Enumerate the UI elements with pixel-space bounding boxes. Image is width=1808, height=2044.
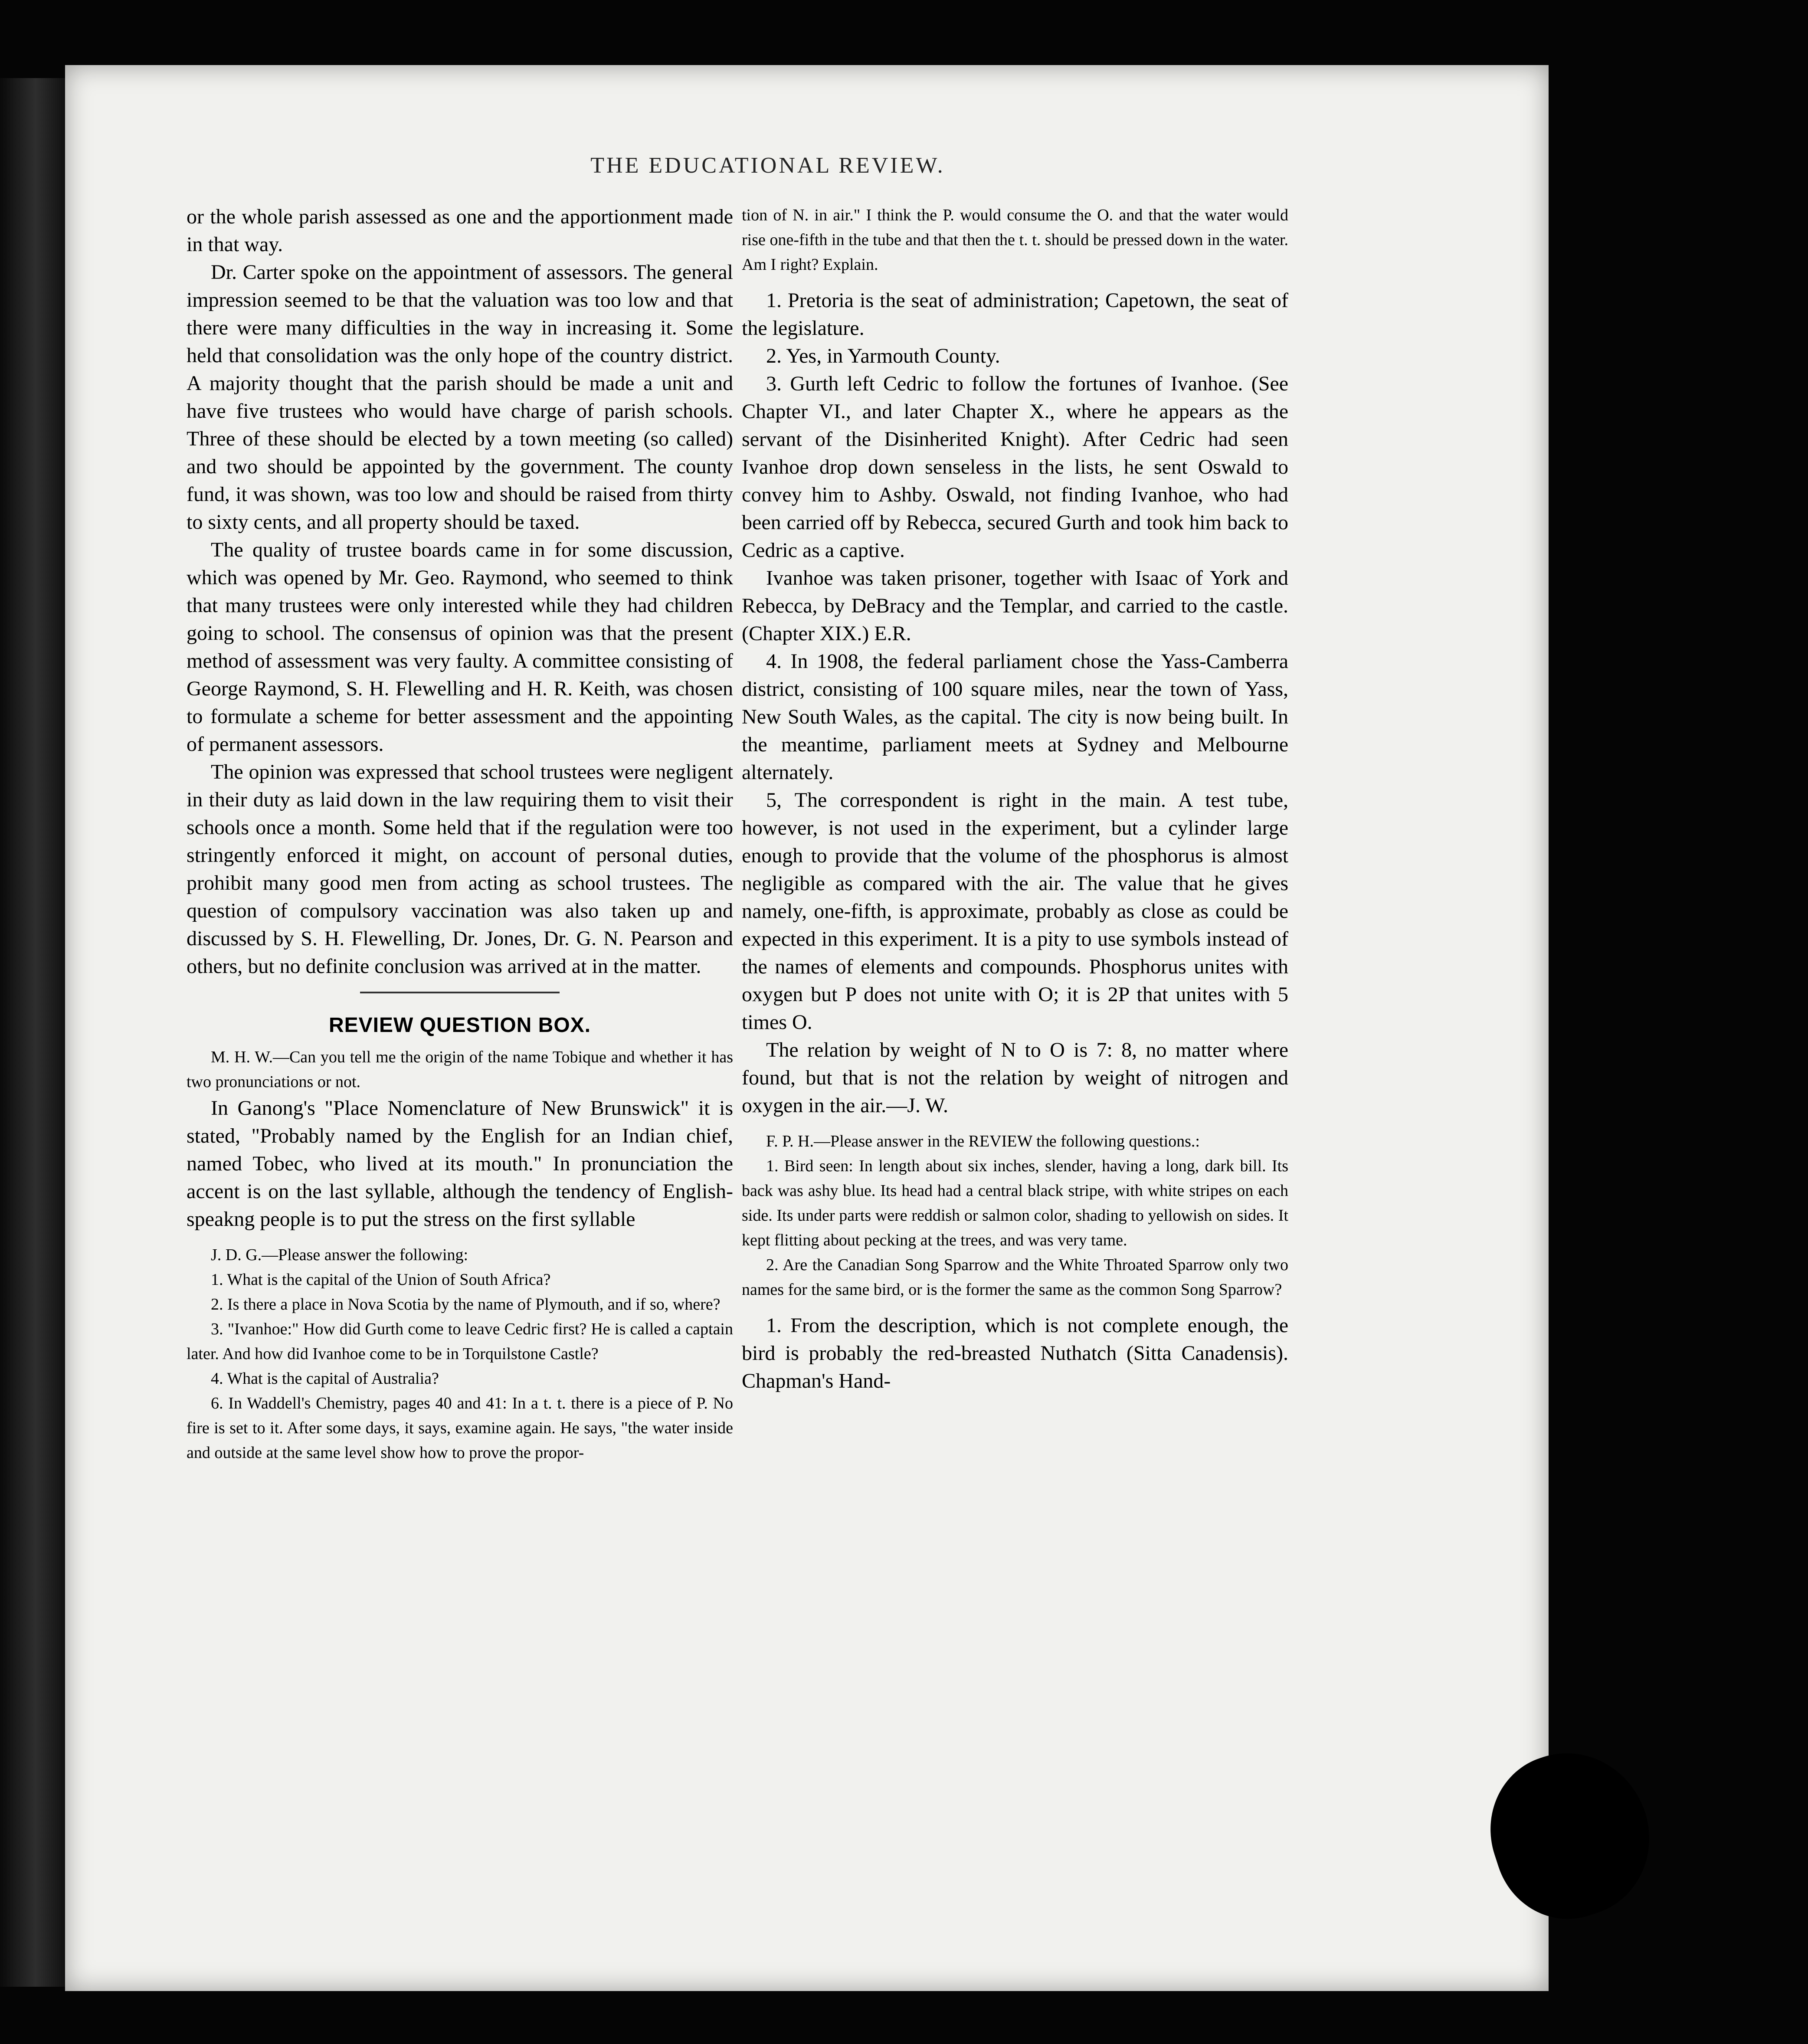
answer: Ivanhoe was taken prisoner, together with Isaac of York and Rebecca, by DeBracy and the Templar, and carried to the castle. (Chapter XIX.) E.R. [742, 567, 1288, 645]
answer: 5, The correspondent is right in the main. A test tube, however, is not used in the experiment, but a cylinder large enough to provide that the volume of the phosphorus is almost negligible as compared with the air. The value that he gives namely, one-fifth, is approximate, probably as close as could be expected in this experiment. It is a pity to use symbols instead of the names of elements and compounds. Phosphorus unites with oxygen but P does not unite with O; it is 2P that unites with 5 times O. [742, 789, 1288, 1034]
question-item: 2. Are the Canadian Song Sparrow and the White Throated Sparrow only two names for the same bird, or is the former the same as the common Song Sparrow? [742, 1256, 1288, 1299]
paragraph: or the whole parish assessed as one and the apportionment made in that way. [187, 205, 733, 256]
question-item: 2. Is there a place in Nova Scotia by the name of Plymouth, and if so, where? [211, 1295, 721, 1314]
question: J. D. G.—Please answer the following: [211, 1246, 468, 1264]
paragraph: The quality of trustee boards came in for some discussion, which was opened by Mr. Geo. Raymond, who seemed to think that many trustees were only interested while they had children going to school. The consensus of opinion was that the present method of assessment was very faulty. A committee consisting of George Raymond, S. H. Flewelling and H. R. Keith, was chosen to formulate a scheme for better assessment and the appointing of permanent assessors. [187, 538, 733, 756]
question-item: 6. In Waddell's Chemistry, pages 40 and 41: In a t. t. there is a piece of P. No fire is set to it. After some days, it says, examine again. He says, "the water inside and outside at the same level show how to prove the propor- [187, 1394, 733, 1462]
answer: In Ganong's "Place Nomenclature of New Brunswick" it is stated, "Probably named by the English for an Indian chief, named Tobec, who lived at its mouth." In pronunciation the accent is on the last syllable, although the tendency of English-speakng people is to put the stress on the first syllable [187, 1097, 733, 1231]
section-heading: REVIEW QUESTION BOX. [328, 1014, 591, 1037]
question-item: 1. What is the capital of the Union of South Africa? [211, 1271, 551, 1289]
paragraph: The opinion was expressed that school trustees were negligent in their duty as laid down in the law requiring them to visit their schools once a month. Some held that if the regulation were too stringently enforced it might, on account of personal duties, prohibit many good men from acting as school trustees. The question of compulsory vaccination was also taken up and discussed by S. H. Flewelling, Dr. Jones, Dr. G. N. Pearson and others, but no definite conclusion was arrived at in the matter. [187, 760, 733, 978]
question-item: 3. "Ivanhoe:" How did Gurth come to leave Cedric first? He is called a captain later. And how did Ivanhoe come to be in Torquilstone Castle? [187, 1320, 733, 1363]
answer: The relation by weight of N to O is 7: 8, no matter where found, but that is not the relation by weight of nitrogen and oxygen in the air.—J. W. [742, 1038, 1288, 1117]
question-item: 1. Bird seen: In length about six inches, slender, having a long, dark bill. Its back was ashy blue. Its head had a central black stripe, with white stripes on each side. Its under parts were reddish or salmon color, shading to yellowish on sides. It kept flitting about pecking at the trees, and was very tame. [742, 1157, 1288, 1249]
answer: 4. In 1908, the federal parliament chose the Yass-Camberra district, consisting of 100 square miles, near the town of Yass, New South Wales, as the capital. The city is now being built. In the meantime, parliament meets at Sydney and Melbourne alternately. [742, 650, 1288, 784]
question: F. P. H.—Please answer in the REVIEW the following questions.: [766, 1132, 1200, 1150]
left-column [187, 203, 733, 1747]
question-continued: tion of N. in air." I think the P. would consume the O. and that the water would rise one-fifth in the tube and that then the t. t. should be pressed down in the water. Am I right? Explain. [742, 206, 1288, 274]
answer: 3. Gurth left Cedric to follow the fortunes of Ivanhoe. (See Chapter VI., and later Chapter X., where he appears as the servant of the Disinherited Knight). After Cedric had seen Ivanhoe drop down senseless in the lists, he sent Oswald to convey him to Ashby. Oswald, not finding Ivanhoe, who had been carried off by Rebecca, secured Gurth and took him back to Cedric as a captive. [742, 372, 1288, 562]
book-spine-edge [0, 78, 65, 1987]
running-header: THE EDUCATIONAL REVIEW. [590, 153, 945, 178]
question-item: 4. What is the capital of Australia? [211, 1369, 439, 1388]
answer: 1. From the description, which is not complete enough, the bird is probably the red-breasted Nuthatch (Sitta Canadensis). Chapman's Hand- [742, 1314, 1288, 1392]
question: M. H. W.—Can you tell me the origin of the name Tobique and whether it has two pronunciations or not. [187, 1048, 733, 1091]
answer: 1. Pretoria is the seat of administration; Capetown, the seat of the legislature. [742, 289, 1288, 340]
answer: 2. Yes, in Yarmouth County. [766, 344, 1000, 367]
paragraph: Dr. Carter spoke on the appointment of assessors. The general impression seemed to be that the valuation was too low and that there were many difficulties in the way in increasing it. Some held that consolidation was the only hope of the country district. A majority thought that the parish should be made a unit and have five trustees who would have charge of parish schools. Three of these should be elected by a town meeting (so called) and two should be appointed by the government. The county fund, it was shown, was too low and should be raised from thirty to sixty cents, and all property should be taxed. [187, 261, 733, 534]
right-column [742, 203, 1288, 1747]
section-divider [360, 992, 560, 993]
scan-background-right [1549, 65, 1808, 1991]
